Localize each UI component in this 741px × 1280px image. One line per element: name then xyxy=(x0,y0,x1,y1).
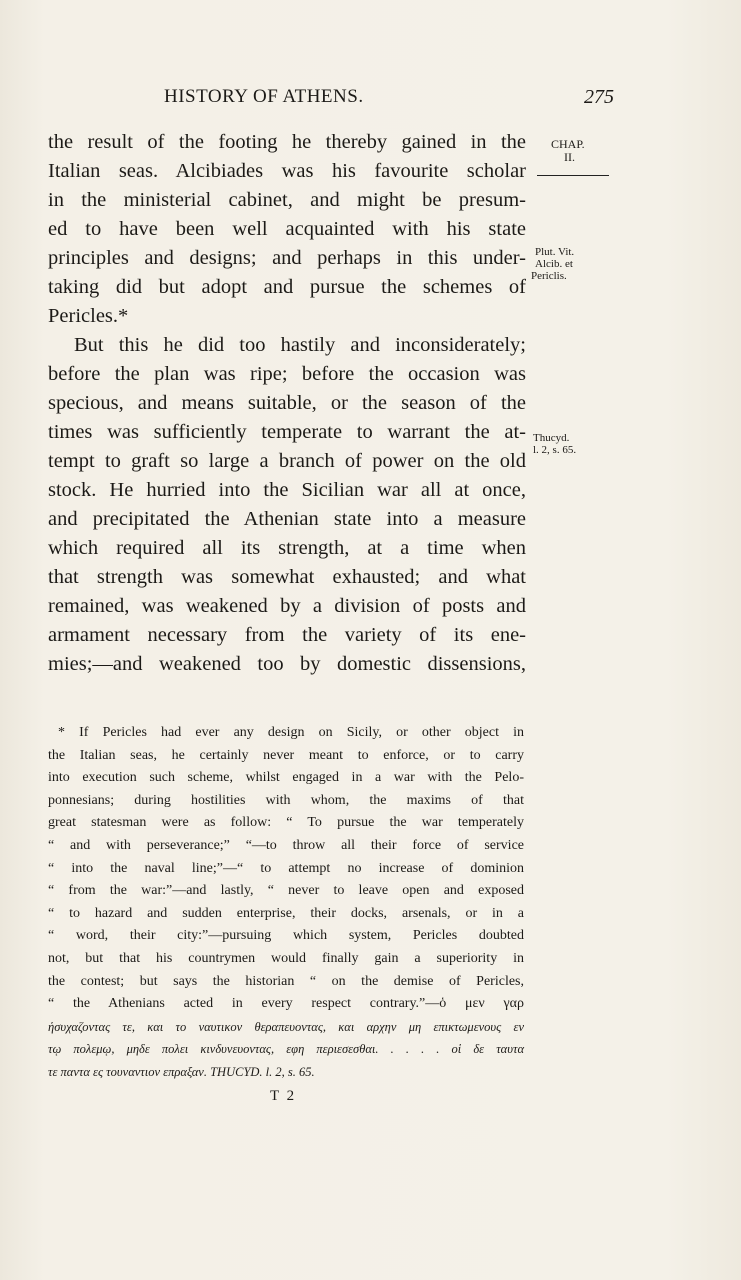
marginal-note-line: Alcib. et xyxy=(535,258,573,270)
text-line: times was sufficiently temperate to warrant the at- xyxy=(48,421,526,443)
marginal-note-plutarch xyxy=(531,246,611,282)
footnote-line: “ to hazard and sudden enterprise, their docks, arsenals, or in a xyxy=(48,905,524,921)
footnote-line: * If Pericles had ever any design on Sicily, or other object in xyxy=(58,725,524,740)
text-line: Pericles.* xyxy=(48,305,129,327)
printer-signature: T 2 xyxy=(270,1088,297,1104)
text-line: before the plan was ripe; before the occasion was xyxy=(48,363,526,385)
text-line: mies;—and weakened too by domestic dissensions, xyxy=(48,653,526,675)
footnote-line: the contest; but says the historian “ on the demise of Pericles, xyxy=(48,973,524,989)
text-line: armament necessary from the variety of its ene- xyxy=(48,624,526,646)
text-line: in the ministerial cabinet, and might be presum- xyxy=(48,189,526,211)
text-line: the result of the footing he thereby gained in the xyxy=(48,131,526,153)
page-header xyxy=(48,86,614,116)
text-line: taking did but adopt and pursue the schemes of xyxy=(48,276,526,298)
chapter-rule xyxy=(537,175,609,176)
text-line: remained, was weakened by a division of posts and xyxy=(48,595,526,617)
footnote-greek-line: τε παντα ες τουναντιον επραξαν. THUCYD. l. 2, s. 65. xyxy=(48,1064,315,1079)
chapter-label: CHAP. xyxy=(551,137,585,151)
text-line: specious, and means suitable, or the season of the xyxy=(48,392,526,414)
footnote-line: “ from the war:”—and lastly, “ never to leave open and exposed xyxy=(48,883,524,899)
text-line: ed to have been well acquainted with his state xyxy=(48,218,526,240)
footnote-line: “ and with perseverance;” “—to throw all their force of service xyxy=(48,837,524,853)
text-line: which required all its strength, at a time when xyxy=(48,537,526,559)
text-line: tempt to graft so large a branch of power on the old xyxy=(48,450,526,472)
page-number: 275 xyxy=(584,86,614,108)
marginal-note-line: l. 2, s. 65. xyxy=(533,444,577,456)
marginal-note-thucydides xyxy=(531,432,611,456)
footnote-line: into execution such scheme, whilst engaged in a war with the Pelo- xyxy=(48,770,524,786)
body-text xyxy=(48,128,526,679)
footnote-line: “ the Athenians acted in every respect contrary.”—ὁ μεν γαρ xyxy=(48,996,524,1012)
text-line: stock. He hurried into the Sicilian war all at once, xyxy=(48,479,526,501)
footnote-line: not, but that his countrymen would finally gain a superiority in xyxy=(48,950,524,966)
footnote-line: “ into the naval line;”—“ to attempt no increase of dominion xyxy=(48,860,524,876)
footnote-greek-line: τῳ πολεμῳ, μηδε πολει κινδυνευοντας, εφη περιεσεσθαι. . . . . οἱ δε ταυτα xyxy=(48,1042,524,1057)
footnote-line: great statesman were as follow: “ To pursue the war temperately xyxy=(48,815,524,831)
footnote-line: ponnesians; during hostilities with whom, the maxims of that xyxy=(48,792,524,808)
footnote-line: “ word, their city:”—pursuing which system, Pericles doubted xyxy=(48,928,524,944)
marginal-note-line: Periclis. xyxy=(531,270,567,282)
footnote-greek-line: ἡσυχαζοντας τε, και το ναυτικον θεραπευοντας, και αρχην μη επικτωμενους εν xyxy=(48,1019,524,1034)
running-title: HISTORY OF ATHENS. xyxy=(164,86,364,107)
text-line: that strength was somewhat exhausted; and what xyxy=(48,566,526,588)
text-line: Italian seas. Alcibiades was his favourite scholar xyxy=(48,160,526,182)
footnote xyxy=(48,722,524,1084)
marginal-note-line: Plut. Vit. xyxy=(535,246,575,258)
text-line: and precipitated the Athenian state into a measure xyxy=(48,508,526,530)
text-line: principles and designs; and perhaps in this under- xyxy=(48,247,526,269)
footnote-line: the Italian seas, he certainly never meant to enforce, or to carry xyxy=(48,747,524,763)
chapter-number: II. xyxy=(564,150,575,164)
text-line: But this he did too hastily and inconsiderately; xyxy=(74,334,526,356)
marginal-note-line: Thucyd. xyxy=(533,432,570,444)
